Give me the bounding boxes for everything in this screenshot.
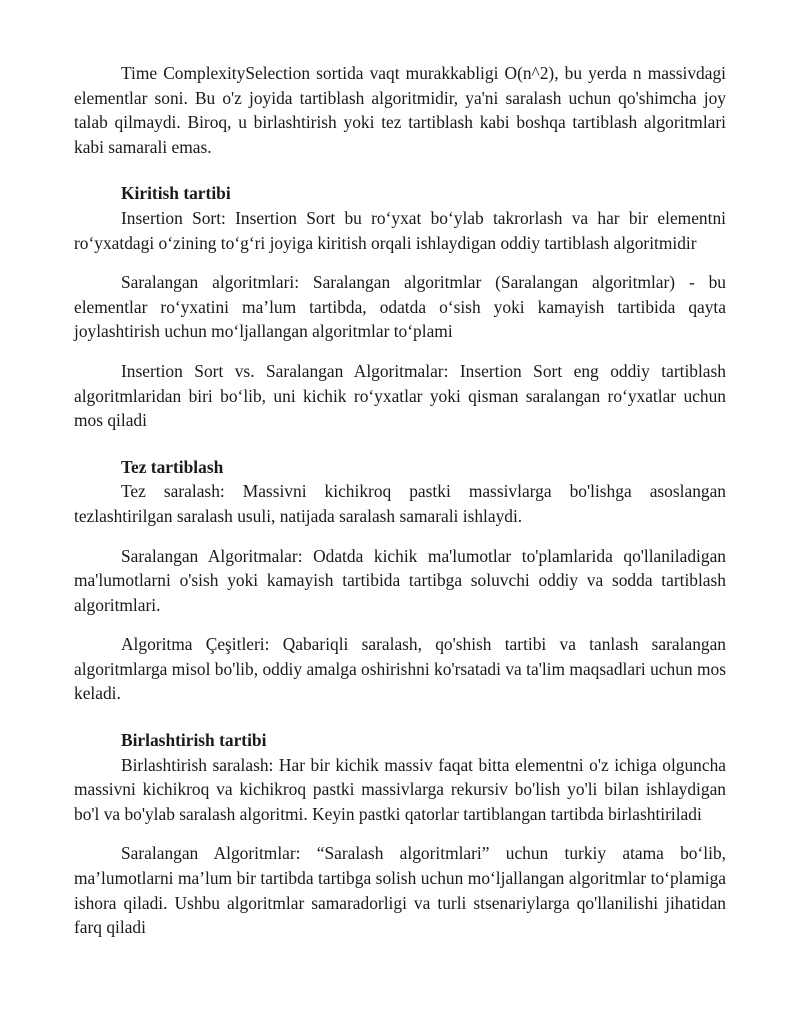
section-paragraph: Birlashtirish saralash: Har bir kichik massiv faqat bitta elementni o'z ichiga olguncha massivni kichikroq va kichikroq pastki massivlarga rekursiv bo'lish yo'li bilan ishlaydigan bo'l va bo'ylab saralash algoritmi. Keyin pastki qatorlar tartiblangan tartibda birlashtiriladi xyxy=(74,754,726,824)
section-gap xyxy=(74,706,726,728)
paragraph-gap xyxy=(74,255,726,270)
section-heading: Tez tartiblash xyxy=(121,456,224,477)
paragraph-gap xyxy=(74,826,726,841)
section-heading: Birlashtirish tartibi xyxy=(121,730,267,751)
section-quick-sort xyxy=(74,455,726,706)
section-paragraph: Insertion Sort: Insertion Sort bu ro‘yxat bo‘ylab takrorlash va har bir elementni ro‘yxatdagi o‘zining to‘g‘ri joyiga kiritish orqali ishlaydigan oddiy tartiblash algoritmidir xyxy=(74,207,726,253)
paragraph-gap xyxy=(74,344,726,359)
intro-paragraph: Time ComplexitySelection sortida vaqt murakkabligi O(n^2), bu yerda n massivdagi elementlar soni. Bu o'z joyida tartiblash algoritmidir, ya'ni saralash uchun qo'shimcha joy talab qilmaydi. Biroq, u birlashtirish yoki tez tartiblash kabi boshqa tartiblash algoritmlari kabi samarali emas. xyxy=(74,63,726,157)
section-insertion-sort xyxy=(74,181,726,432)
section-paragraph: Algoritma Çeşitleri: Qabariqli saralash, qo'shish tartibi va tanlash saralangan algoritmlarga misol bo'lib, oddiy amalga oshirishni ko'rsatadi va ta'lim maqsadlari uchun mos keladi. xyxy=(74,634,726,704)
section-gap xyxy=(74,433,726,455)
section-paragraph: Saralangan Algoritmlar: “Saralash algoritmlari” uchun turkiy atama bo‘lib, ma’lumotlarni ma’lum bir tartibda tartibga solish uchun mo‘ljallangan algoritmlar to‘plamiga ishora qiladi. Ushbu algoritmlar samaradorligi va turli stsenariylarga qo'llanilishi jihatidan farq qiladi xyxy=(74,843,726,938)
section-merge-sort xyxy=(74,728,726,940)
section-heading: Kiritish tartibi xyxy=(121,183,231,204)
document-body xyxy=(74,61,726,940)
section-paragraph: Insertion Sort vs. Saralangan Algoritmalar: Insertion Sort eng oddiy tartiblash algoritmlaridan biri bo‘lib, uni kichik ro‘yxatlar yoki qisman saralangan ro‘yxatlar uchun mos qiladi xyxy=(74,360,726,431)
section-gap xyxy=(74,159,726,181)
paragraph-gap xyxy=(74,529,726,544)
section-paragraph: Saralangan Algoritmalar: Odatda kichik ma'lumotlar to'plamlarida qo'llaniladigan ma'lumotlarni o'sish yoki kamayish tartibida tartibga soluvchi oddiy va sodda tartiblash algoritmlari. xyxy=(74,545,726,615)
section-paragraph: Tez saralash: Massivni kichikroq pastki massivlarga bo'lishga asoslangan tezlashtirilgan saralash usuli, natijada saralash samarali ishlaydi. xyxy=(74,481,726,526)
section-paragraph: Saralangan algoritmlari: Saralangan algoritmlar (Saralangan algoritmlar) - bu elementlar ro‘yxatini ma’lum tartibda, odatda o‘sish yoki kamayish tartibida qayta joylashtirish uchun mo‘ljallangan algoritmlar to‘plami xyxy=(74,272,726,342)
paragraph-gap xyxy=(74,617,726,632)
